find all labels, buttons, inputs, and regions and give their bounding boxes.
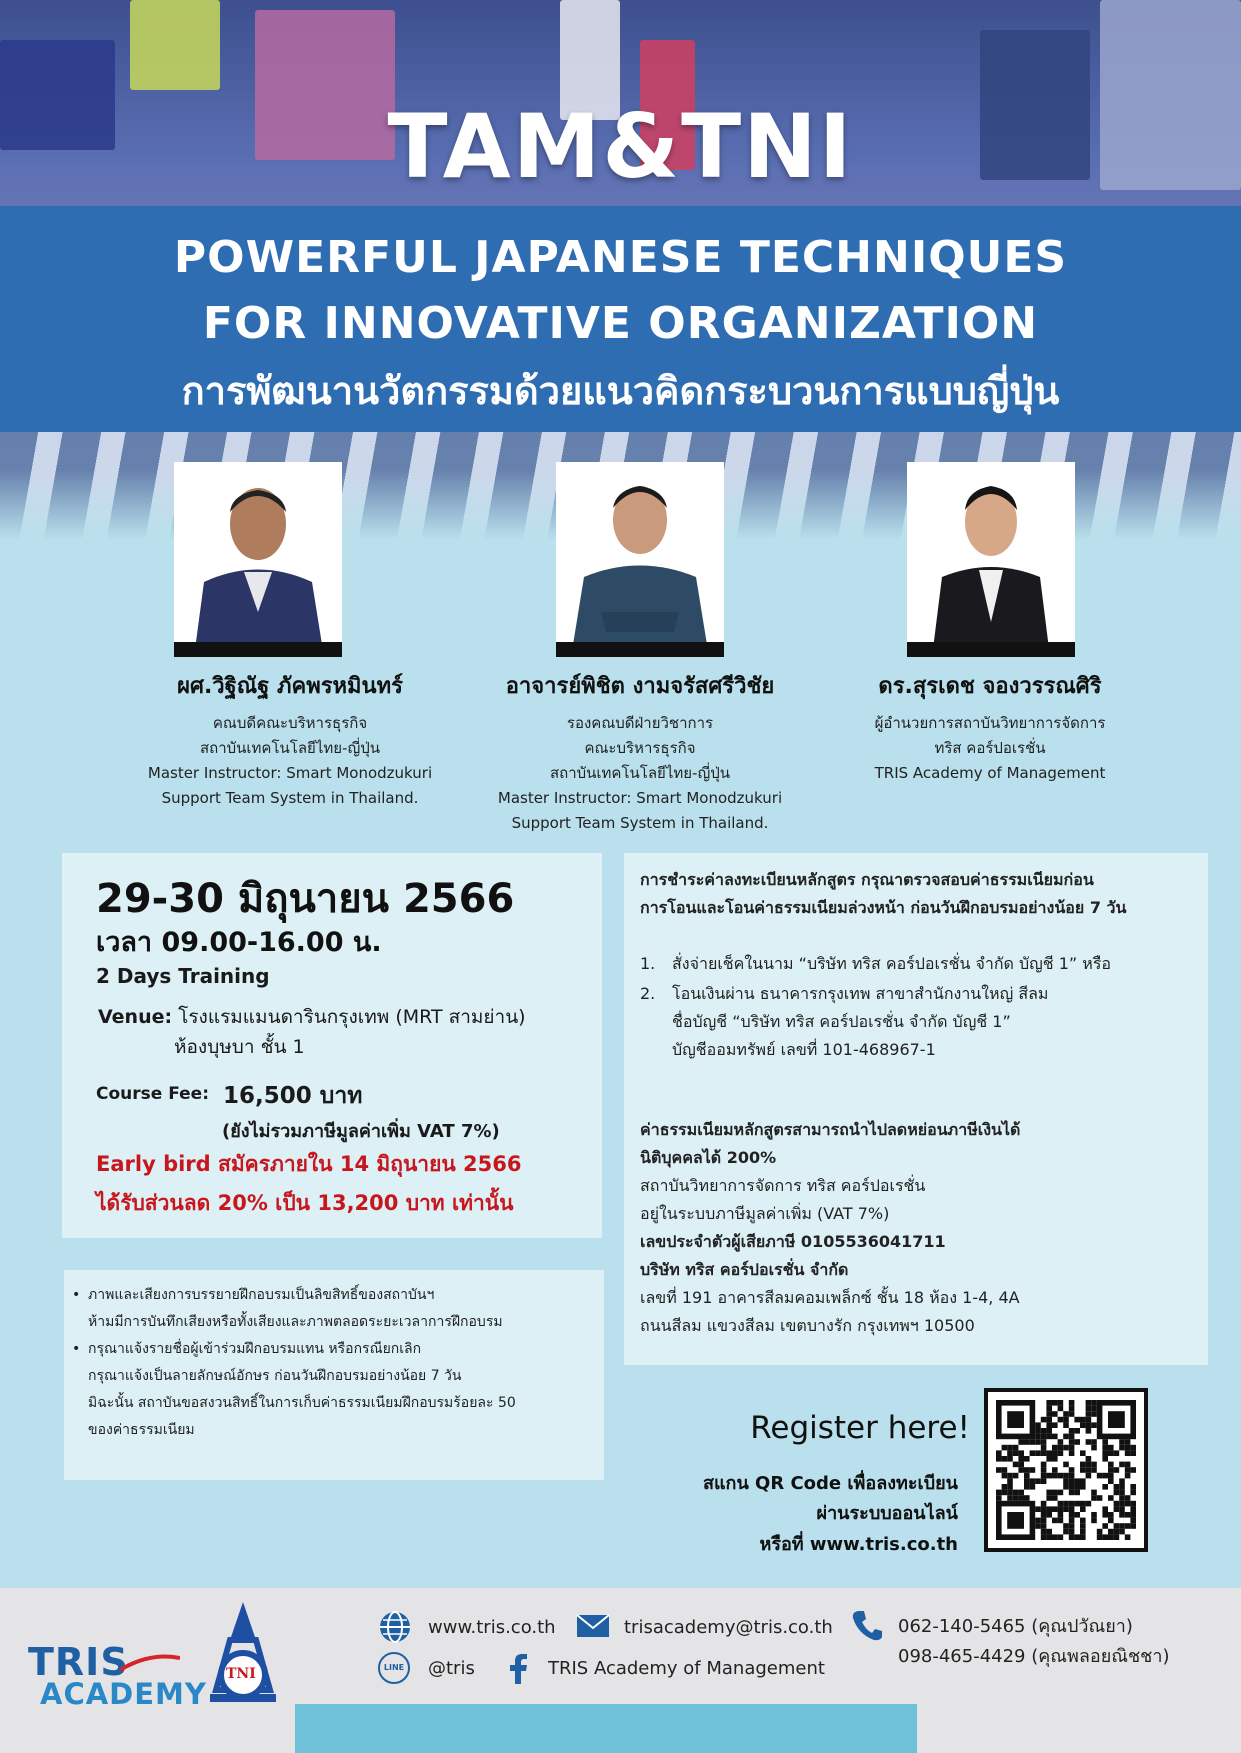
payment-item: บัญชีออมทรัพย์ เลขที่ 101-468967-1 xyxy=(672,1040,936,1059)
brand-title: TAM&TNI xyxy=(387,95,854,198)
footer-facebook[interactable]: TRIS Academy of Management xyxy=(548,1658,825,1679)
course-title-thai: การพัฒนานวัตกรรมด้วยแนวคิดกระบวนการแบบญี่ปุ่น xyxy=(181,369,1060,413)
note-text: กรุณาแจ้งเป็นลายลักษณ์อักษร ก่อนวันฝึกอบรมอย่างน้อย 7 วัน xyxy=(88,1368,462,1384)
payment-heading xyxy=(640,866,1200,922)
notes-list xyxy=(70,1282,590,1444)
tris-swoosh-icon xyxy=(120,1652,180,1674)
note-text: • ภาพและเสียงการบรรยายฝึกอบรมเป็นลิขสิทธิ์ของสถาบันฯ xyxy=(88,1287,435,1303)
academy-logo-text: ACADEMY xyxy=(40,1677,207,1711)
fee-note: (ยังไม่รวมภาษีมูลค่าเพิ่ม VAT 7%) xyxy=(222,1121,500,1142)
speaker-photo-1 xyxy=(174,462,342,657)
speaker-title: ทริส คอร์ปอเรชั่น xyxy=(934,739,1046,757)
course-title-line1: POWERFUL JAPANESE TECHNIQUES xyxy=(173,232,1068,283)
footer-strip xyxy=(295,1704,917,1753)
speaker-title: รองคณบดีฝ่ายวิชาการ xyxy=(566,714,714,732)
payment-heading-line2: การโอนและโอนค่าธรรมเนียมล่วงหน้า ก่อนวันฝึกอบรมอย่างน้อย 7 วัน xyxy=(640,898,1127,917)
speaker-photo-3 xyxy=(907,462,1075,657)
payment-methods xyxy=(640,950,1200,1064)
address-line2: ถนนสีลม แขวงสีลม เขตบางรัก กรุงเทพฯ 10500 xyxy=(640,1316,975,1335)
speaker-silhouette xyxy=(907,462,1075,657)
tni-logo-text: TNI xyxy=(226,1666,256,1682)
speaker-name: ผศ.วิฐิณัฐ ภัคพรหมินทร์ xyxy=(177,674,403,699)
venue-line2: ห้องบุษบา ชั้น 1 xyxy=(174,1036,305,1058)
payment-item: โอนเงินผ่าน ธนาคารกรุงเทพ สาขาสำนักงานใหญ่ สีลม xyxy=(672,984,1049,1003)
list-number: 1. xyxy=(640,954,656,973)
company-line2: อยู่ในระบบภาษีมูลค่าเพิ่ม (VAT 7%) xyxy=(640,1204,890,1223)
note-text: ห้ามมีการบันทึกเสียงหรือทั้งเสียงและภาพตลอดระยะเวลาการฝึกอบรม xyxy=(88,1314,503,1330)
tax-info xyxy=(640,1116,1200,1340)
speaker-title: Master Instructor: Smart Monodzukuri xyxy=(497,789,783,807)
mail-icon xyxy=(576,1614,610,1638)
venue-line1: โรงแรมแมนดารินกรุงเทพ (MRT สามย่าน) xyxy=(178,1006,526,1028)
speaker-silhouette xyxy=(174,462,342,657)
qr-code[interactable] xyxy=(984,1388,1148,1552)
note-text: • กรุณาแจ้งรายชื่อผู้เข้าร่วมฝึกอบรมแทน หรือกรณียกเลิก xyxy=(88,1341,422,1357)
payment-item: สั่งจ่ายเช็คในนาม “บริษัท ทริส คอร์ปอเรชั่น จำกัด บัญชี 1” หรือ xyxy=(672,954,1112,973)
tax-id: เลขประจำตัวผู้เสียภาษี 0105536041711 xyxy=(640,1232,946,1251)
note-text: ของค่าธรรมเนียม xyxy=(88,1422,195,1438)
course-title-line2: FOR INNOVATIVE ORGANIZATION xyxy=(202,298,1039,349)
photo-bar xyxy=(907,642,1075,657)
speaker-3 xyxy=(800,668,1180,786)
speaker-title: Support Team System in Thailand. xyxy=(511,814,769,832)
list-item xyxy=(70,1336,590,1444)
early-bird-line2: ได้รับส่วนลด 20% เป็น 13,200 บาท เท่านั้น xyxy=(96,1191,514,1215)
line-icon: LINE xyxy=(378,1652,410,1684)
photo-bar xyxy=(556,642,724,657)
course-time: เวลา 09.00-16.00 น. xyxy=(96,927,382,958)
speaker-title: คณบดีคณะบริหารธุรกิจ xyxy=(212,714,368,732)
hero-sign xyxy=(130,0,220,90)
footer-email[interactable]: trisacademy@tris.co.th xyxy=(624,1617,833,1638)
footer-website[interactable]: www.tris.co.th xyxy=(428,1617,556,1638)
speaker-title: TRIS Academy of Management xyxy=(874,764,1106,782)
fee-label: Course Fee: xyxy=(96,1084,209,1104)
fee-value: 16,500 บาท xyxy=(223,1083,363,1109)
register-line3[interactable]: หรือที่ www.tris.co.th xyxy=(759,1534,958,1555)
note-text: มิฉะนั้น สถาบันขอสงวนสิทธิ์ในการเก็บค่าธรรมเนียมฝึกอบรมร้อยละ 50 xyxy=(88,1395,516,1411)
course-date: 29-30 มิถุนายน 2566 xyxy=(96,876,515,922)
tax-line2: นิติบุคคลได้ 200% xyxy=(640,1148,777,1167)
venue-label: Venue: xyxy=(98,1006,173,1028)
speaker-1 xyxy=(100,668,480,811)
footer-line-id[interactable]: @tris xyxy=(428,1658,475,1679)
speaker-title: Master Instructor: Smart Monodzukuri xyxy=(147,764,433,782)
venue-block xyxy=(98,1002,526,1062)
register-title: Register here! xyxy=(750,1410,970,1446)
course-days: 2 Days Training xyxy=(96,964,270,988)
speaker-silhouette xyxy=(556,462,724,657)
company-name: บริษัท ทริส คอร์ปอเรชั่น จำกัด xyxy=(640,1260,849,1279)
tris-logo-text: TRIS xyxy=(28,1640,129,1684)
tni-logo-icon xyxy=(200,1600,286,1708)
photo-bar xyxy=(174,642,342,657)
speaker-title: ผู้อำนวยการสถาบันวิทยาการจัดการ xyxy=(874,714,1106,732)
early-bird-line1: Early bird สมัครภายใน 14 มิถุนายน 2566 xyxy=(96,1152,522,1176)
tax-line1: ค่าธรรมเนียมหลักสูตรสามารถนำไปลดหย่อนภาษีเงินได้ xyxy=(640,1120,1021,1139)
payment-item: ชื่อบัญชี “บริษัท ทริส คอร์ปอเรชั่น จำกัด บัญชี 1” xyxy=(672,1012,1011,1031)
address-line1: เลขที่ 191 อาคารสีลมคอมเพล็กซ์ ชั้น 18 ห้อง 1-4, 4A xyxy=(640,1288,1020,1307)
list-item xyxy=(70,1282,590,1336)
speaker-name: ดร.สุรเดช จองวรรณศิริ xyxy=(878,674,1102,699)
globe-icon xyxy=(378,1610,412,1644)
footer-phone2[interactable]: 098-465-4429 (คุณพลอยณิชชา) xyxy=(898,1646,1170,1667)
speaker-photo-2 xyxy=(556,462,724,657)
register-line1: สแกน QR Code เพื่อลงทะเบียน xyxy=(702,1473,958,1494)
phone-icon xyxy=(850,1608,884,1642)
speaker-title: สถาบันเทคโนโลยีไทย-ญี่ปุ่น xyxy=(549,764,731,782)
speaker-2 xyxy=(450,668,830,836)
payment-heading-line1: การชำระค่าลงทะเบียนหลักสูตร กรุณาตรวจสอบค่าธรรมเนียมก่อน xyxy=(640,870,1094,889)
qr-code-pattern xyxy=(988,1392,1144,1548)
list-number: 2. xyxy=(640,984,656,1003)
speaker-name: อาจารย์พิชิต งามจรัสศรีวิชัย xyxy=(505,674,775,699)
facebook-icon xyxy=(508,1654,528,1684)
speaker-title: Support Team System in Thailand. xyxy=(161,789,419,807)
company-line1: สถาบันวิทยาการจัดการ ทริส คอร์ปอเรชั่น xyxy=(640,1176,926,1195)
speaker-title: คณะบริหารธุรกิจ xyxy=(584,739,696,757)
register-line2: ผ่านระบบออนไลน์ xyxy=(816,1503,958,1524)
speaker-title: สถาบันเทคโนโลยีไทย-ญี่ปุ่น xyxy=(199,739,381,757)
footer-phone1[interactable]: 062-140-5465 (คุณปวัณยา) xyxy=(898,1616,1133,1637)
